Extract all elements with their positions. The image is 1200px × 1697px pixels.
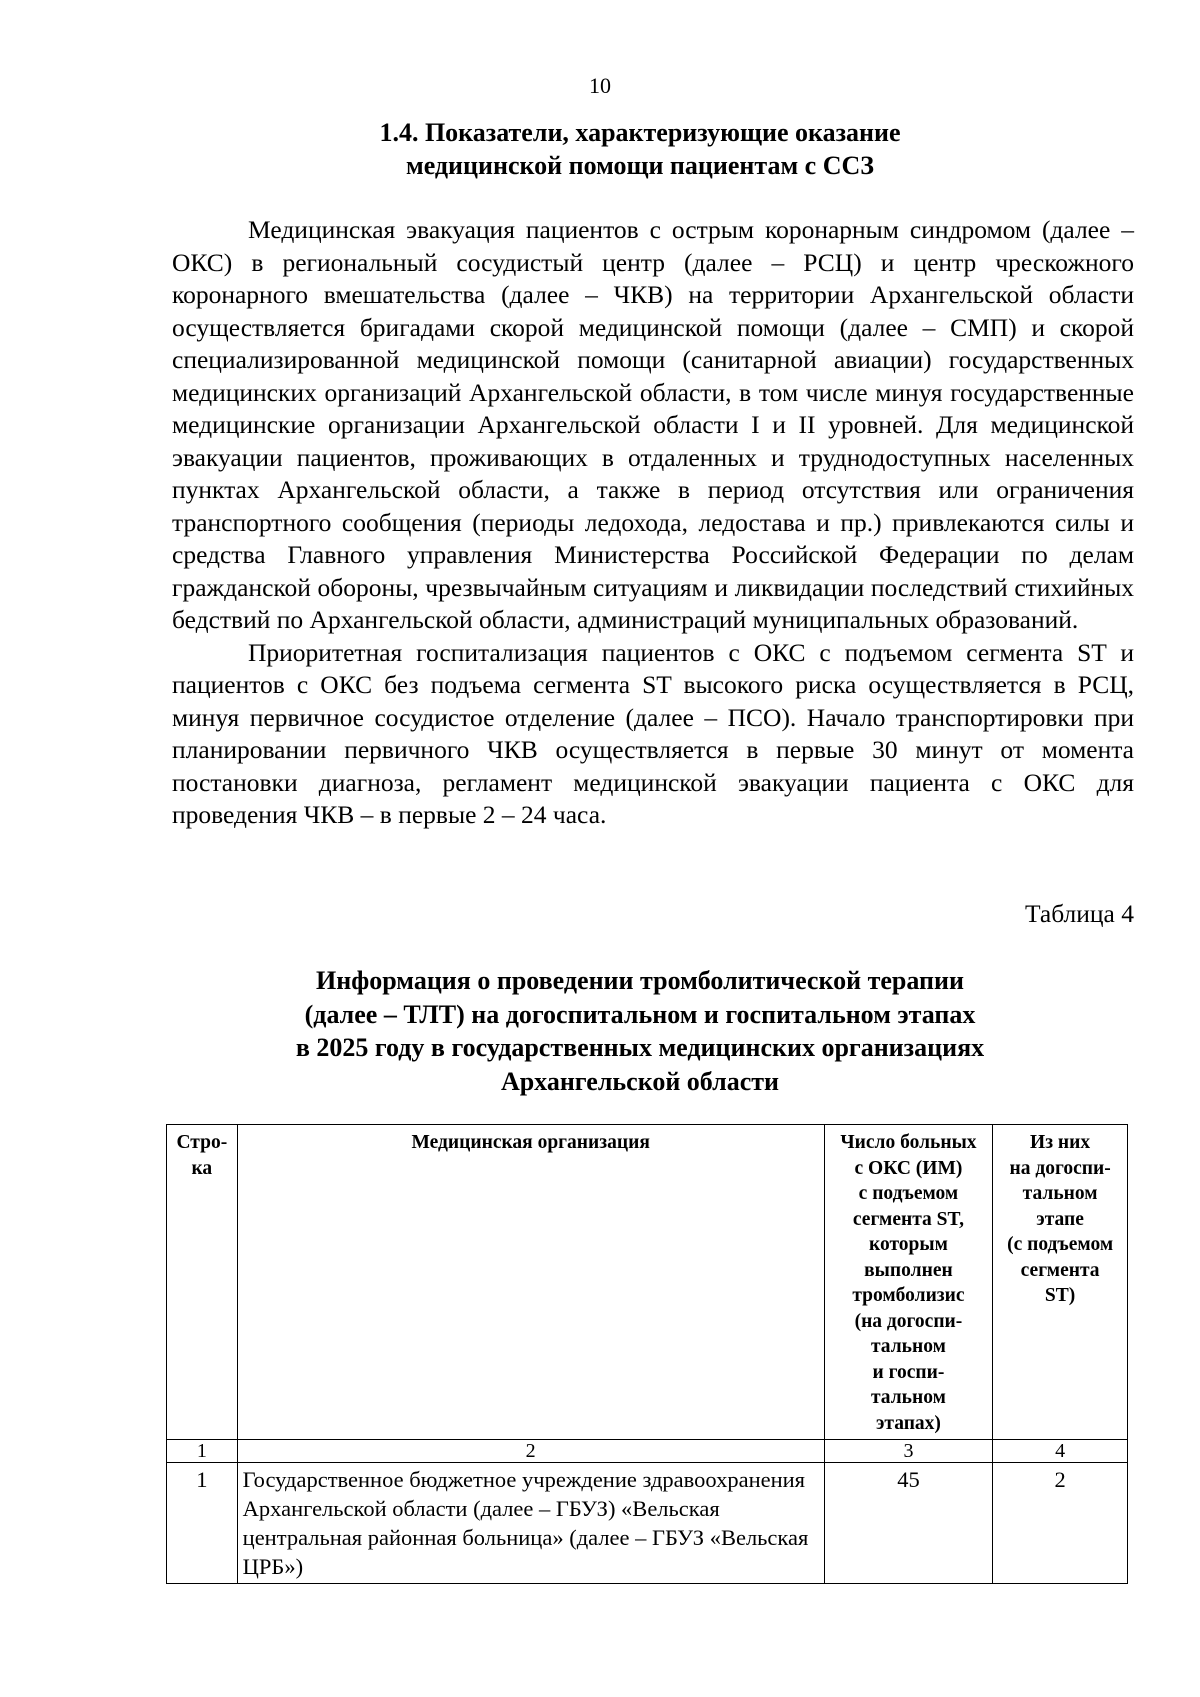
table-title [170,964,1110,1098]
page-number: 10 [589,73,611,98]
table-title-line-2: (далее – ТЛТ) на догоспитальном и госпитальном этапах [304,999,976,1029]
table-title-line-3: в 2025 году в государственных медицинских организациях [295,1033,985,1062]
column-number: 1 [167,1440,238,1463]
table-title-line-1: Информация о проведении тромболитической терапии [316,966,964,995]
column-numbers-row [167,1440,1128,1463]
paragraph-evacuation: Медицинская эвакуация пациентов с острым коронарным синдромом (далее – ОКС) в региональный сосудистый центр (далее – РСЦ) и центр чрескожного коронарного вмешательства (далее – ЧКВ) на территории Архангельской области осуществляется бригадами скорой медицинской помощи (далее – СМП) и скорой специализированной медицинской помощи (санитарной авиации) государственных медицинских организаций Архангельской области, в том числе минуя государственные медицинские организации Архангельской области I и II уровней. Для медицинской эвакуации пациентов, проживающих в отдаленных и труднодоступных населенных пунктах Архангельской области, а также в период отсутствия или ограничения транспортного сообщения (периоды ледохода, ледостава и пр.) привлекаются силы и средства Главного управления Министерства Российской Федерации по делам гражданской обороны, чрезвычайным ситуациям и ликвидации последствий стихийных бедствий по Архангельской области, администраций муниципальных образований. [172,215,1134,634]
paragraph-hospitalization: Приоритетная госпитализация пациентов с ОКС с подъемом сегмента ST и пациентов с ОКС без подъема сегмента ST высокого риска осуществляется в РСЦ, минуя первичное сосудистое отделение (далее – ПСО). Начало транспортировки при планировании первичного ЧКВ осуществляется в первые 30 минут от момента постановки диагноза, регламент медицинской эвакуации пациента с ОКС для проведения ЧКВ – в первые 2 – 24 часа. [172,637,1134,829]
section-title [170,116,1110,182]
total-thrombolysis-cell: 45 [824,1463,993,1584]
organization-cell: Государственное бюджетное учреждение здравоохранения Архангельской области (далее – ГБУЗ) «Вельская центральная районная больница» (далее – ГБУЗ «Вельская ЦРБ») [237,1463,824,1584]
table-title-line-4: Архангельской области [500,1066,780,1096]
header-prehospital-thrombolysis: Из них на догоспи- тальном этапе (с подъемом сегмента ST) [993,1125,1128,1440]
row-number-cell: 1 [167,1463,238,1584]
section-title-line-1: 1.4. Показатели, характеризующие оказание [379,118,901,147]
column-number: 2 [237,1440,824,1463]
header-total-thrombolysis: Число больных с ОКС (ИМ) с подъемом сегмента ST, которым выполнен тромболизис (на догоспи- тальном и госпи- тальном этапах) [824,1125,993,1440]
column-number: 4 [993,1440,1128,1463]
section-title-line-2: медицинской помощи пациентам с ССЗ [406,151,874,180]
prehospital-thrombolysis-cell: 2 [993,1463,1128,1584]
body-text [172,214,1134,832]
table-header-row [167,1125,1128,1440]
header-row-number: Стро- ка [167,1125,238,1440]
thrombolysis-table [166,1124,1128,1584]
table-caption: Таблица 4 [1024,899,1134,928]
column-number: 3 [824,1440,993,1463]
table-row [167,1463,1128,1584]
header-organization: Медицинская организация [237,1125,824,1440]
